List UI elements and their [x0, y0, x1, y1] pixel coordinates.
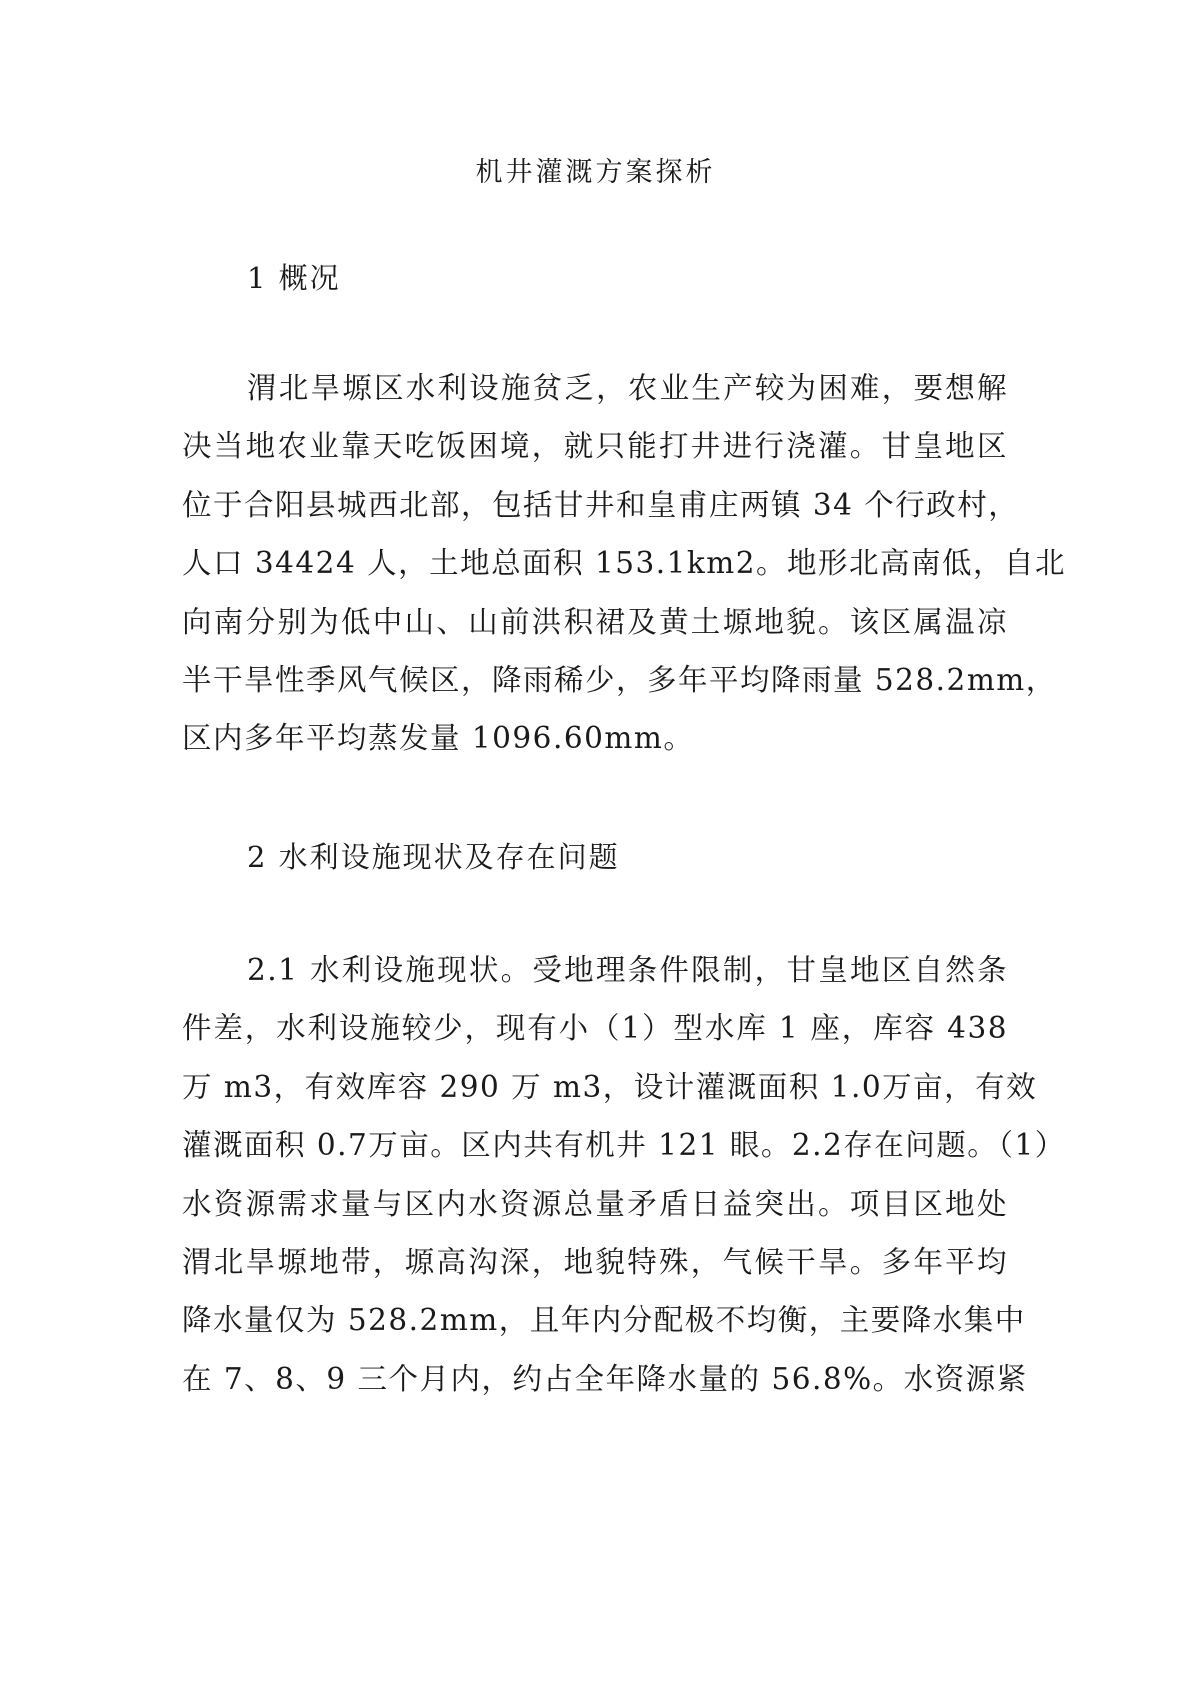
- section-heading-water-facilities: 2 水利设施现状及存在问题: [247, 840, 620, 874]
- paragraph-line: 2.1 水利设施现状。受地理条件限制，甘皇地区自然条: [247, 953, 1008, 987]
- paragraph-line: 向南分别为低中山、山前洪积裙及黄土塬地貌。该区属温凉: [182, 604, 1008, 639]
- paragraph-line: 半干旱性季风气候区，降雨稀少，多年平均降雨量 528.2mm，: [182, 662, 1057, 697]
- paragraph-line: 水资源需求量与区内水资源总量矛盾日益突出。项目区地处: [182, 1186, 1008, 1221]
- paragraph-line: 位于合阳县城西北部，包括甘井和皇甫庄两镇 34 个行政村，: [182, 487, 1020, 522]
- paragraph-overview: [182, 359, 1067, 768]
- document-title: 机井灌溉方案探析: [475, 157, 716, 188]
- paragraph-line: 万 m3，有效库容 290 万 m3，设计灌溉面积 1.0万亩，有效: [182, 1069, 1038, 1104]
- paragraph-line: 件差，水利设施较少，现有小（1）型水库 1 座，库容 438: [182, 1011, 1008, 1046]
- paragraph-line: 灌溉面积 0.7万亩。区内共有机井 121 眼。2.2存在问题。（1）: [182, 1128, 1066, 1163]
- paragraph-line: 人口 34424 人，土地总面积 153.1km2。地形北高南低，自北: [182, 546, 1067, 581]
- section-heading-overview: 1 概况: [247, 261, 341, 295]
- paragraph-line: 在 7、8、9 三个月内，约占全年降水量的 56.8%。水资源紧: [182, 1361, 1028, 1396]
- paragraph-line: 降水量仅为 528.2mm，且年内分配极不均衡，主要降水集中: [182, 1303, 1026, 1338]
- paragraph-water-facilities: [182, 941, 1066, 1408]
- paragraph-line: 渭北旱塬地带，塬高沟深，地貌特殊，气候干旱。多年平均: [182, 1244, 1008, 1279]
- paragraph-line: 区内多年平均蒸发量 1096.60mm。: [182, 721, 695, 756]
- paragraph-line: 渭北旱塬区水利设施贫乏，农业生产较为困难，要想解: [247, 371, 1008, 405]
- paragraph-line: 决当地农业靠天吃饭困境，就只能打井进行浇灌。甘皇地区: [182, 429, 1008, 464]
